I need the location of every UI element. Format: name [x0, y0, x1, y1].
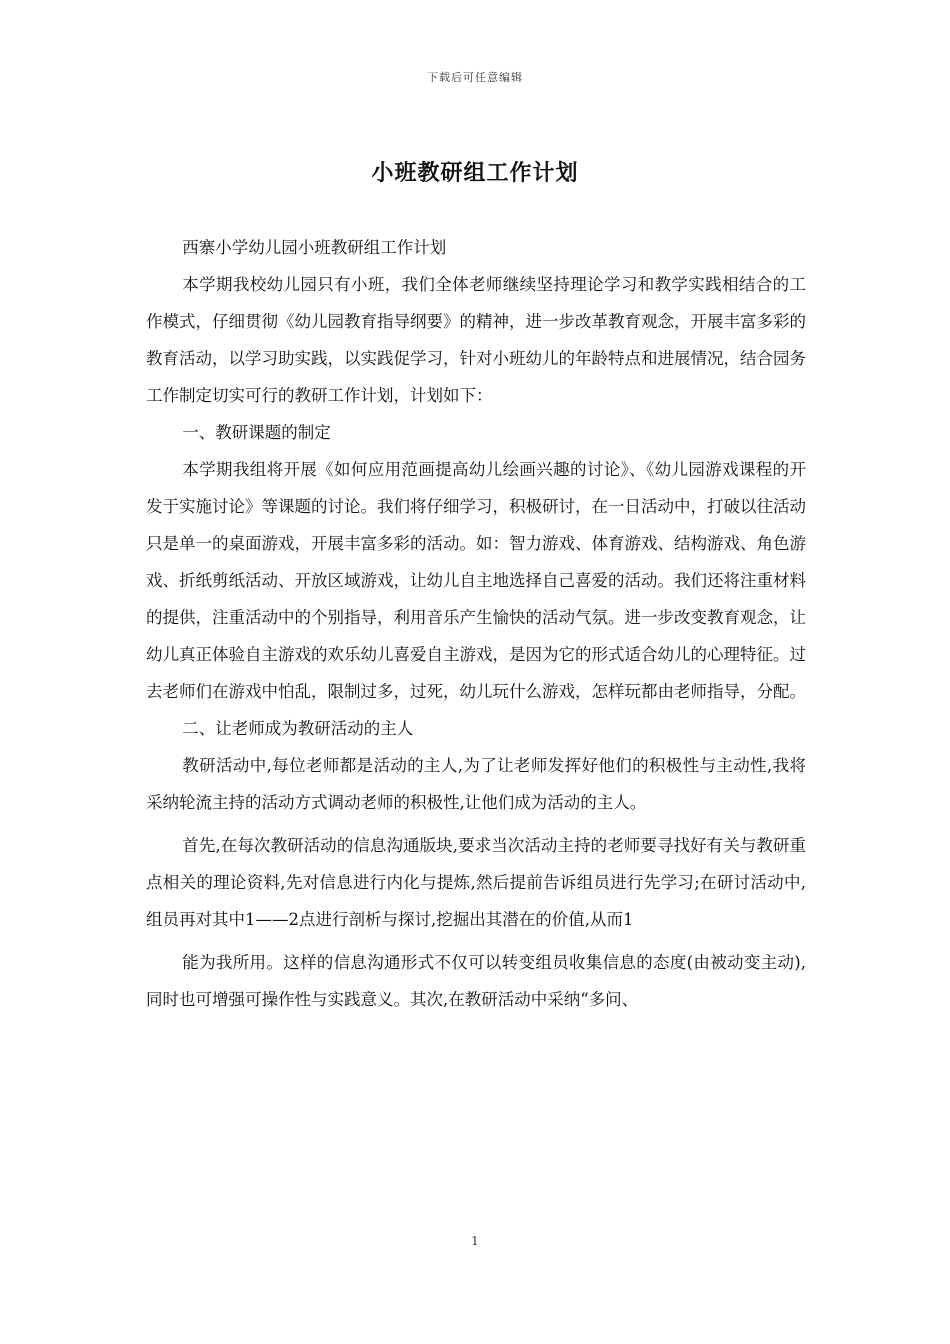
page-number: 1	[471, 1234, 479, 1248]
section-heading-1: 一、教研课题的制定	[182, 423, 331, 442]
paragraph-subtitle: 西寨小学幼儿园小班教研组工作计划	[182, 238, 447, 257]
paragraph-section-2: 教研活动中,每位老师都是活动的主人,为了让老师发挥好他们的积极性与主动性,我将采纳轮流主持的活动方式调动老师的积极性,让他们成为活动的主人。	[146, 756, 806, 812]
document-title: 小班教研组工作计划	[371, 160, 579, 186]
paragraph-first: 首先,在每次教研活动的信息沟通版块,要求当次活动主持的老师要寻找好有关与教研重点相关的理论资料,先对信息进行内化与提炼,然后提前告诉组员进行先学习;在研讨活动中,组员再对其中1——2点进行剖析与探讨,挖掘出其潜在的价值,从而1	[146, 836, 806, 929]
document-body	[146, 229, 806, 1018]
paragraph-section-1: 本学期我组将开展《如何应用范画提高幼儿绘画兴趣的讨论》、《幼儿园游戏课程的开发于实施讨论》等课题的讨论。我们将仔细学习，积极研讨，在一日活动中，打破以往活动只是单一的桌面游戏，开展丰富多彩的活动。如：智力游戏、体育游戏、结构游戏、角色游戏、折纸剪纸活动、开放区域游戏，让幼儿自主地选择自己喜爱的活动。我们还将注重材料的提供，注重活动中的个别指导，利用音乐产生愉快的活动气氛。进一步改变教育观念，让幼儿真正体验自主游戏的欢乐幼儿喜爱自主游戏，是因为它的形式适合幼儿的心理特征。过去老师们在游戏中怕乱，限制过多，过死，幼儿玩什么游戏，怎样玩都由老师指导，分配。	[146, 460, 806, 701]
paragraph-continued: 能为我所用。这样的信息沟通形式不仅可以转变组员收集信息的态度(由被动变主动),同时也可增强可操作性与实践意义。其次,在教研活动中采纳“多问、	[146, 953, 806, 1009]
paragraph-intro: 本学期我校幼儿园只有小班，我们全体老师继续坚持理论学习和教学实践相结合的工作模式，仔细贯彻《幼儿园教育指导纲要》的精神，进一步改革教育观念，开展丰富多彩的教育活动，以学习助实践，以实践促学习，针对小班幼儿的年龄特点和进展情况，结合园务工作制定切实可行的教研工作计划，计划如下：	[146, 275, 806, 405]
section-heading-2: 二、让老师成为教研活动的主人	[182, 719, 414, 738]
header-note: 下载后可任意编辑	[427, 71, 523, 84]
